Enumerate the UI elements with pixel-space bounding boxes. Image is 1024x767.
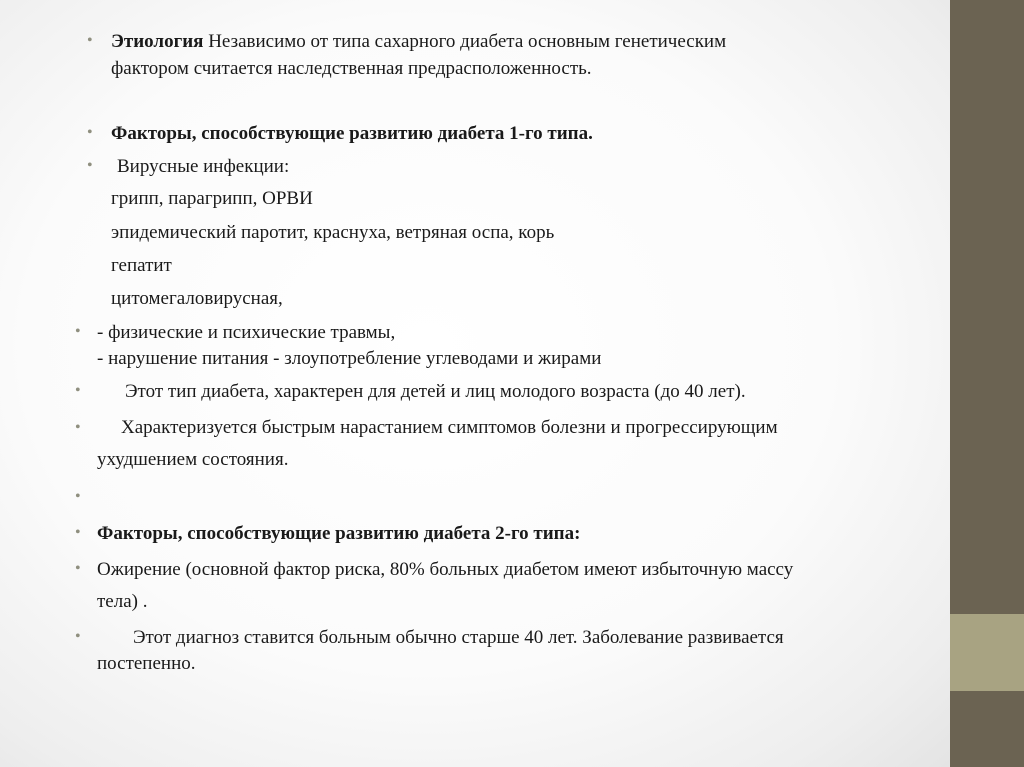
bullet-icon: •	[87, 124, 93, 141]
type2-heading: Факторы, способствующие развитию диабета 2-го типа:	[97, 523, 581, 544]
type1-heading: Факторы, способствующие развитию диабета 1-го типа.	[111, 123, 593, 144]
bullet-icon: •	[75, 419, 81, 436]
nutrition-line: - нарушение питания - злоупотребление углеводами и жирами	[97, 348, 602, 369]
etiology-text: Независимо от типа сахарного диабета основным генетическим	[203, 31, 727, 52]
viral-item: гепатит	[111, 255, 172, 276]
type1-characteristic-line2: ухудшением состояния.	[97, 449, 289, 470]
bullet-icon: •	[75, 323, 81, 340]
bullet-icon: •	[87, 157, 93, 174]
bullet-icon: •	[75, 524, 81, 541]
etiology-text-line2: фактором считается наследственная предрасположенность.	[111, 58, 592, 79]
viral-item: цитомегаловирусная,	[111, 288, 283, 309]
bullet-icon: •	[75, 488, 81, 505]
etiology-label: Этиология	[111, 31, 204, 52]
trauma-line: - физические и психические травмы,	[97, 322, 396, 343]
viral-heading: Вирусные инфекции:	[117, 156, 290, 177]
bullet-icon: •	[87, 32, 93, 49]
bullet-icon: •	[75, 382, 81, 399]
viral-item: эпидемический паротит, краснуха, ветряная оспа, корь	[111, 222, 555, 243]
diagnosis-note: Этот диагноз ставится больным обычно старше 40 лет. Заболевание развивается	[133, 627, 784, 648]
viral-item: грипп, парагрипп, ОРВИ	[111, 188, 313, 209]
diagnosis-note-line2: постепенно.	[97, 653, 196, 674]
right-accent-block	[950, 614, 1024, 691]
bullet-icon: •	[75, 628, 81, 645]
bullet-icon: •	[75, 560, 81, 577]
obesity-factor-line2: тела) .	[97, 591, 148, 612]
type1-characteristic: Характеризуется быстрым нарастанием симптомов болезни и прогрессирующим	[121, 417, 778, 438]
etiology-paragraph	[111, 29, 726, 54]
obesity-factor: Ожирение (основной фактор риска, 80% больных диабетом имеют избыточную массу	[97, 559, 794, 580]
type1-age: Этот тип диабета, характерен для детей и лиц молодого возраста (до 40 лет).	[125, 381, 746, 402]
